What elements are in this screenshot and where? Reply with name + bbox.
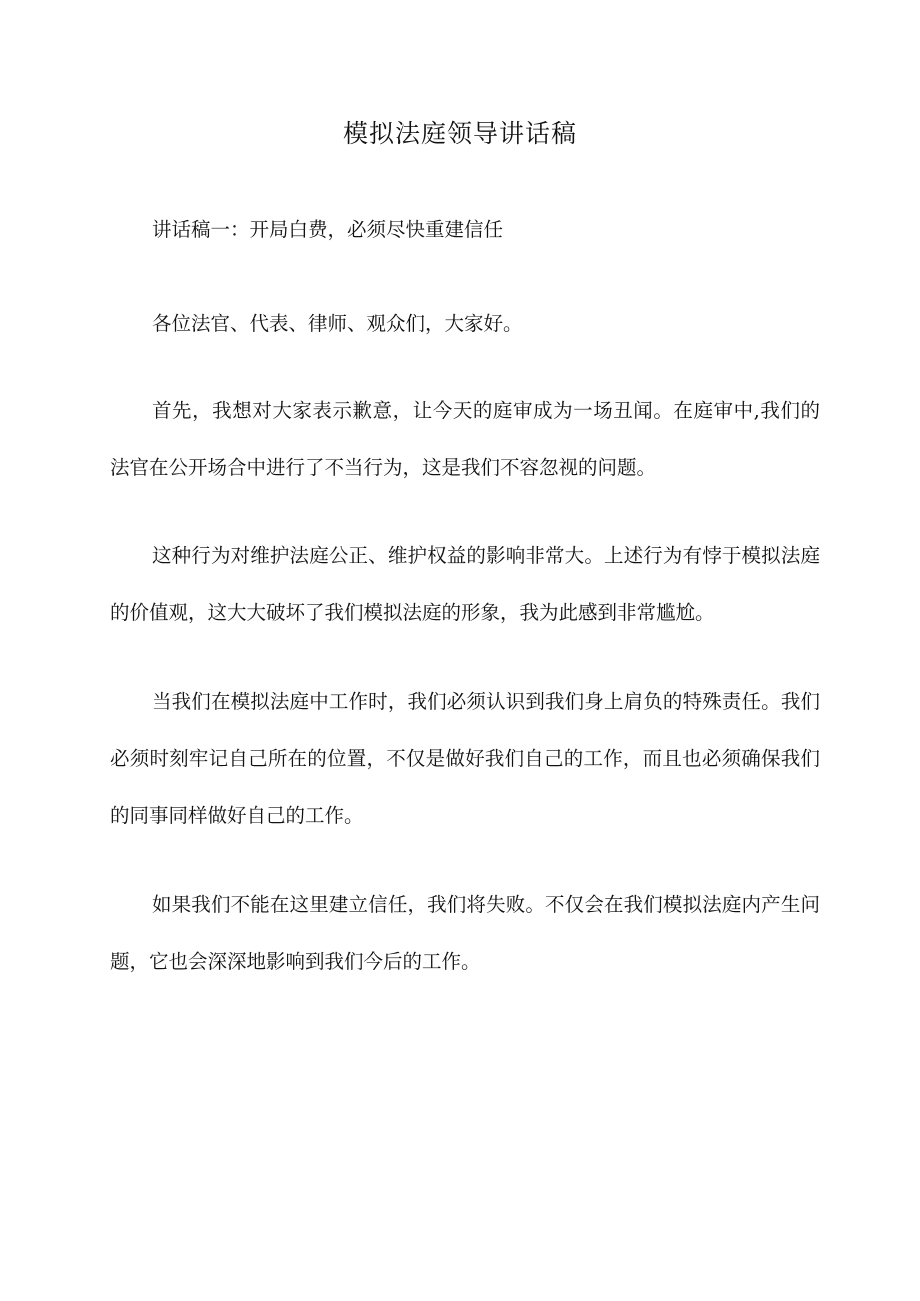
paragraph-trust: 如果我们不能在这里建立信任，我们将失败。不仅会在我们模拟法庭内产生问题，它也会深深地影响到我们今后的工作。 — [110, 893, 820, 973]
document-title: 模拟法庭领导讲话稿 — [342, 119, 577, 148]
paragraph-apology: 首先，我想对大家表示歉意，让今天的庭审成为一场丑闻。在庭审中,我们的法官在公开场合中进行了不当行为，这是我们不容忽视的问题。 — [110, 399, 820, 479]
paragraph-responsibility: 当我们在模拟法庭中工作时，我们必须认识到我们身上肩负的特殊责任。我们必须时刻牢记自己所在的位置，不仅是做好我们自己的工作，而且也必须确保我们的同事同样做好自己的工作。 — [110, 690, 820, 827]
paragraph-greeting: 各位法官、代表、律师、观众们，大家好。 — [152, 312, 523, 335]
paragraph-impact: 这种行为对维护法庭公正、维护权益的影响非常大。上述行为有悖于模拟法庭的价值观，这大大破坏了我们模拟法庭的形象，我为此感到非常尴尬。 — [110, 544, 820, 624]
paragraph-speech-heading: 讲话稿一：开局白费，必须尽快重建信任 — [152, 218, 504, 241]
